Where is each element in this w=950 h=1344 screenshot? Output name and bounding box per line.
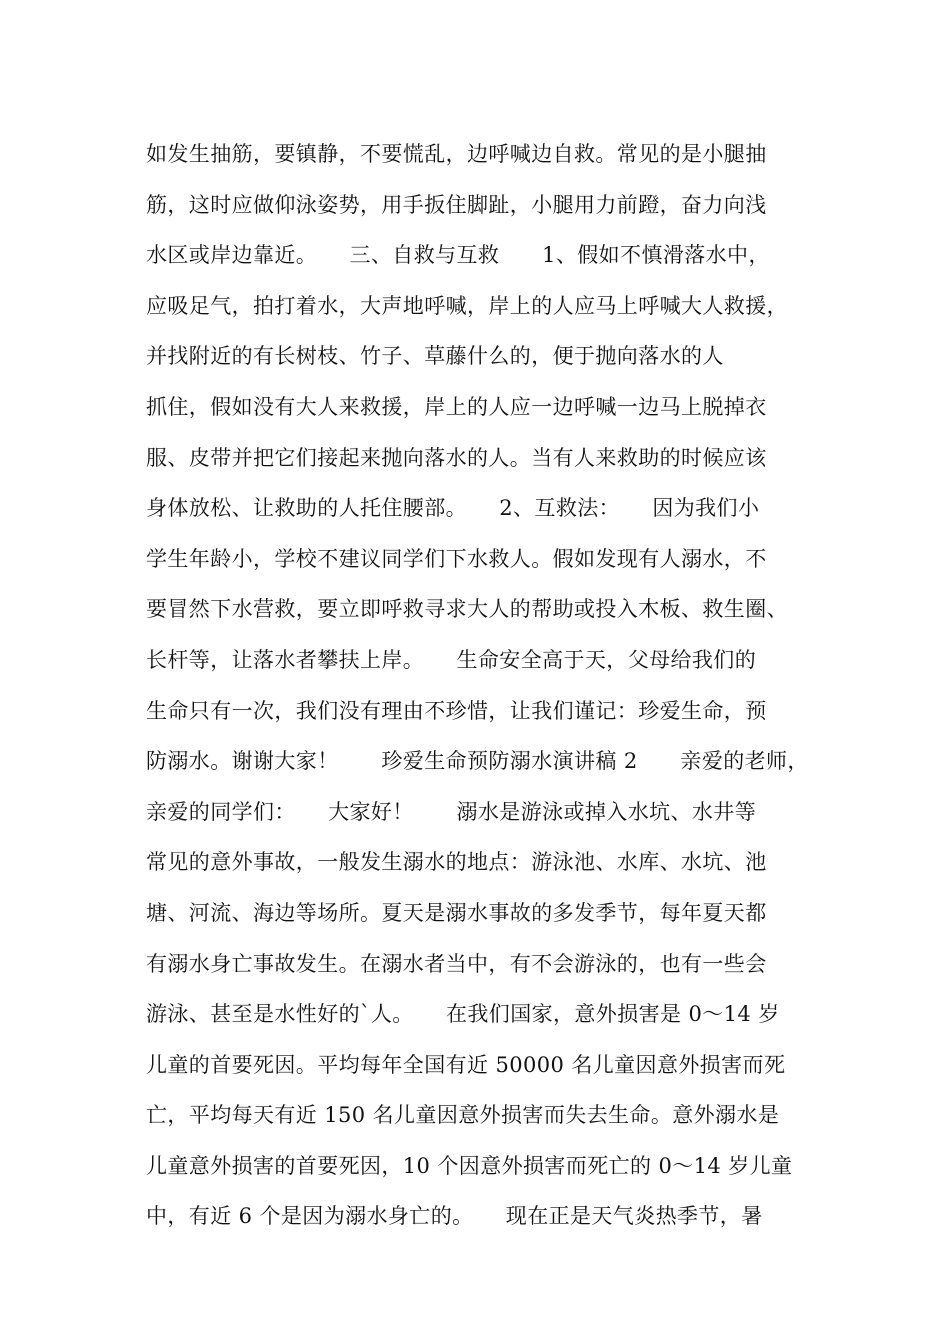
text-line: 生命只有一次，我们没有理由不珍惜，让我们谨记：珍爱生命，预 [146, 698, 767, 723]
text-line: 儿童的首要死因。平均每年全国有近 50000 名儿童因意外损害而死 [146, 1052, 786, 1077]
text-line: 长杆等，让落水者攀扶上岸。 生命安全高于天，父母给我们的 [146, 647, 757, 672]
text-line: 要冒然下水营救，要立即呼救寻求大人的帮助或投入木板、救生圈、 [146, 597, 788, 622]
text-line: 塘、河流、海边等场所。夏天是溺水事故的多发季节，每年夏天都 [146, 900, 767, 925]
text-line: 游泳、甚至是水性好的`人。 在我们国家，意外损害是 0～14 岁 [146, 1002, 780, 1027]
text-line: 儿童意外损害的首要死因，10 个因意外损害而死亡的 0～14 岁儿童 [146, 1153, 793, 1178]
text-line: 亲爱的同学们： 大家好！ 溺水是游泳或掉入水坑、水井等 [146, 799, 757, 824]
text-line: 服、皮带并把它们接起来抛向落水的人。当有人来救助的时候应该 [146, 445, 767, 470]
text-line: 常见的意外事故，一般发生溺水的地点：游泳池、水库、水坑、池 [146, 850, 767, 875]
text-line: 筋，这时应做仰泳姿势，用手扳住脚趾，小腿用力前蹬，奋力向浅 [146, 192, 767, 217]
document-body [146, 129, 846, 1242]
text-line: 并找附近的有长树枝、竹子、草藤什么的，便于抛向落水的人 [146, 344, 724, 369]
text-line: 如发生抽筋，要镇静，不要慌乱，边呼喊边自救。常见的是小腿抽 [146, 142, 767, 166]
text-line: 水区或岸边靠近。 三、自救与互救 1、假如不慎滑落水中， [146, 243, 770, 268]
text-line: 防溺水。谢谢大家！ 珍爱生命预防溺水演讲稿 2 亲爱的老师， [146, 749, 809, 774]
text-line: 有溺水身亡事故发生。在溺水者当中，有不会游泳的，也有一些会 [146, 951, 767, 976]
text-line: 学生年龄小，学校不建议同学们下水救人。假如发现有人溺水，不 [146, 546, 767, 571]
text-line: 应吸足气，拍打着水，大声地呼喊，岸上的人应马上呼喊大人救援， [146, 293, 788, 318]
text-line: 抓住，假如没有大人来救援，岸上的人应一边呼喊一边马上脱掉衣 [146, 394, 767, 419]
text-line: 亡，平均每天有近 150 名儿童因意外损害而失去生命。意外溺水是 [146, 1103, 780, 1128]
text-line: 中，有近 6 个是因为溺水身亡的。 现在正是天气炎热季节，暑 [146, 1204, 763, 1229]
text-line: 身体放松、让救助的人托住腰部。 2、互救法： 因为我们小 [146, 496, 760, 521]
